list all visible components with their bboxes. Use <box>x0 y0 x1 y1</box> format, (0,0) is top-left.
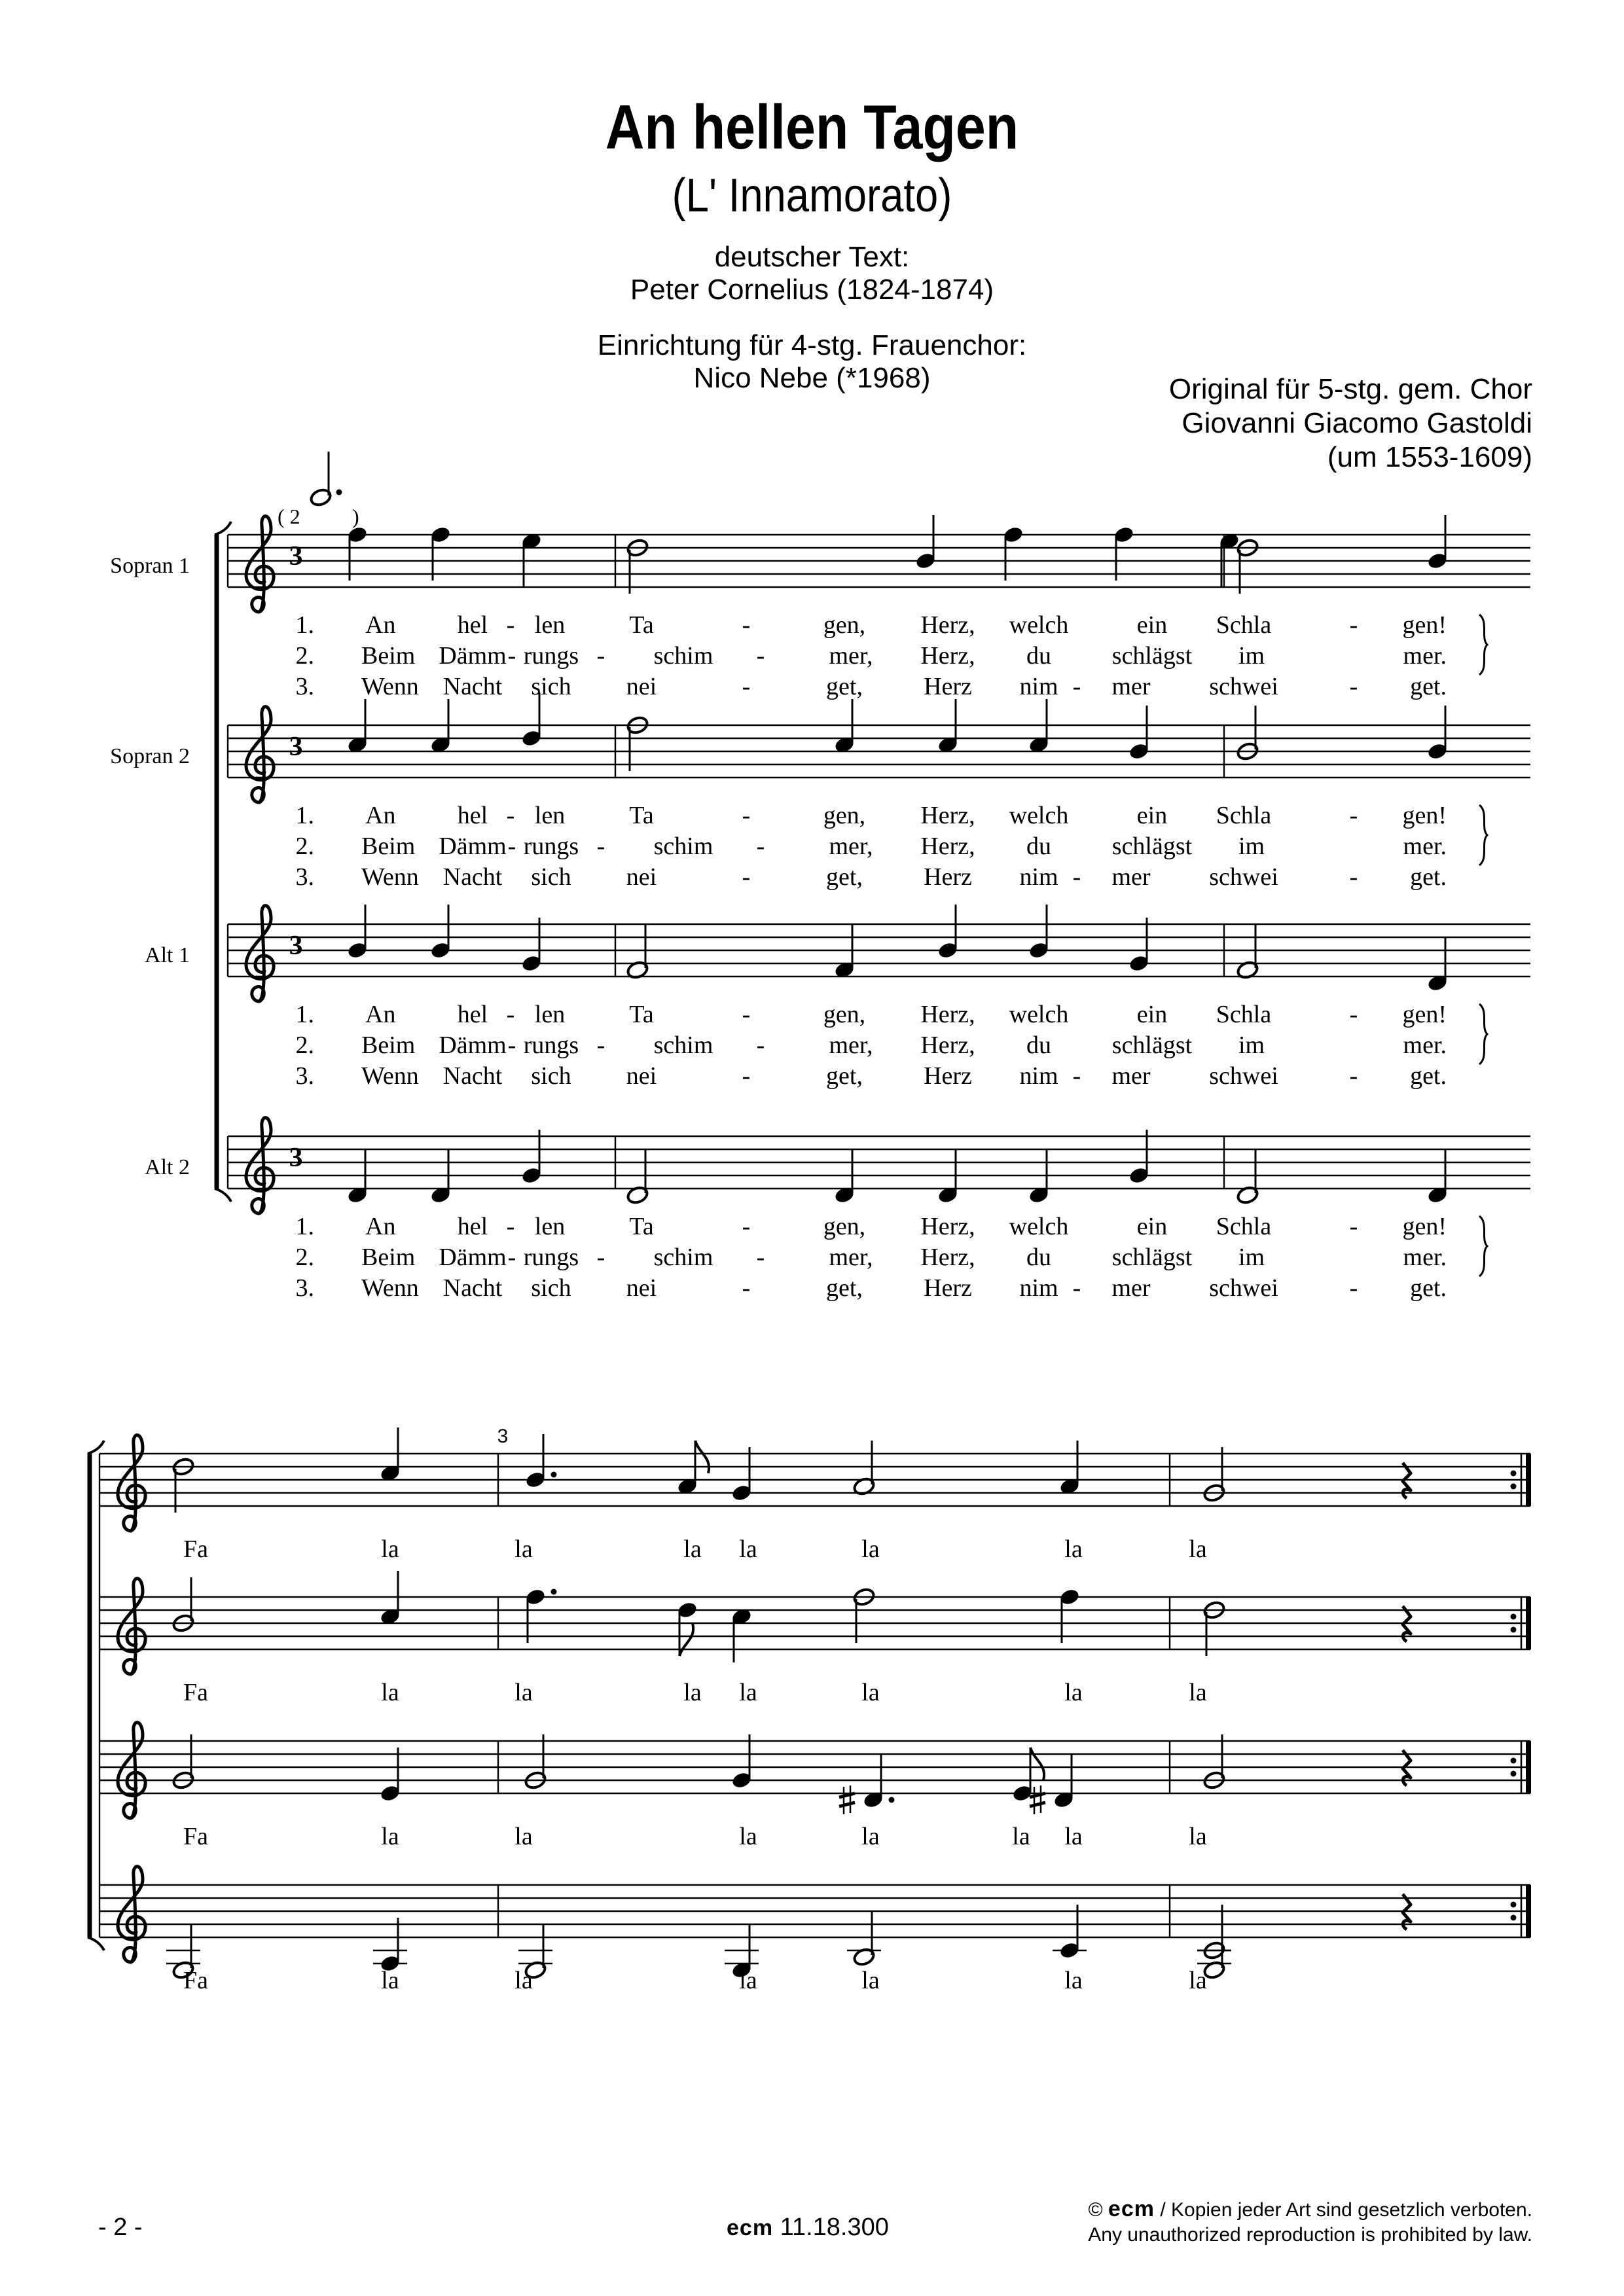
repeat-dot <box>1511 1627 1517 1633</box>
repeat-dot <box>1511 1471 1517 1477</box>
lyric-syllable: - <box>1349 863 1358 891</box>
voice-label-1: Sopran 1 <box>110 554 190 578</box>
lyric-syllable: An <box>365 611 396 639</box>
lyric-syllable: - <box>1349 1274 1358 1302</box>
lyric-syllable: nim <box>1019 673 1058 700</box>
time-signature: 3 <box>289 1143 303 1173</box>
dot <box>889 1797 895 1803</box>
refrain-syllable: la <box>381 1823 399 1850</box>
lyric-syllable: len <box>534 611 566 639</box>
lyric-syllable: - <box>1349 611 1358 639</box>
refrain-syllable: la <box>1189 1823 1207 1850</box>
repeat-dot <box>1511 1614 1517 1620</box>
lyric-syllable: - <box>1349 1213 1358 1240</box>
refrain-syllable: la <box>514 1679 533 1706</box>
lyric-syllable: An <box>365 802 396 829</box>
lyric-syllable: 2. <box>295 1244 314 1271</box>
lyric-syllable: mer <box>1111 1062 1151 1090</box>
treble-clef <box>246 707 274 802</box>
lyric-syllable: sich <box>531 1274 571 1302</box>
lyric-syllable: 3. <box>295 1062 314 1090</box>
lyric-syllable: Ta <box>629 1001 654 1028</box>
refrain-syllable: la <box>1012 1823 1030 1850</box>
lyric-syllable: ein <box>1136 802 1168 829</box>
lyric-syllable: - <box>742 1001 751 1028</box>
lyric-syllable: nei <box>626 673 657 700</box>
lyric-syllable: Beim <box>361 833 416 860</box>
lyric-syllable: mer. <box>1403 1031 1447 1059</box>
lyric-syllable: nim <box>1019 1274 1058 1302</box>
page-number: - 2 - <box>98 2214 143 2241</box>
refrain-syllable: la <box>861 1535 880 1563</box>
lyric-syllable: - <box>506 1001 515 1028</box>
lyric-syllable: schwei <box>1209 1274 1278 1302</box>
lyric-syllable: schlägst <box>1111 1244 1193 1271</box>
lyric-syllable: Wenn <box>361 863 419 891</box>
lyric-syllable: mer <box>1111 863 1151 891</box>
lyric-syllable: nei <box>626 863 657 891</box>
copyright-en: Any unauthorized reproduction is prohibited by law. <box>1088 2224 1532 2246</box>
lyric-syllable: - <box>1349 802 1358 829</box>
refrain-syllable: la <box>861 1679 880 1706</box>
eighth-flag <box>679 1623 693 1656</box>
verse-brace <box>1479 805 1487 865</box>
refrain-syllable: Fa <box>183 1535 208 1563</box>
refrain-syllable: la <box>739 1535 757 1563</box>
voice-label-2: Sopran 2 <box>110 744 190 768</box>
lyric-syllable: mer <box>1111 673 1151 700</box>
lyric-syllable: schim <box>653 1244 713 1271</box>
lyric-syllable: get, <box>826 673 863 700</box>
lyric-syllable: mer, <box>829 642 873 670</box>
sharp-sign <box>839 1785 855 1814</box>
lyric-syllable: Herz, <box>920 802 975 829</box>
arrangement-label: Einrichtung für 4-stg. Frauenchor: <box>597 329 1027 361</box>
lyric-syllable: - <box>742 1062 751 1090</box>
lyric-syllable: 1. <box>295 802 314 829</box>
lyric-syllable: get, <box>826 863 863 891</box>
lyric-syllable: nim <box>1019 1062 1058 1090</box>
lyric-syllable: Schla <box>1216 802 1272 829</box>
sharp-sign <box>1030 1785 1045 1814</box>
lyric-syllable: len <box>534 1001 566 1028</box>
lyric-syllable: gen, <box>823 1001 866 1028</box>
original-label: Original für 5-stg. gem. Chor <box>1168 373 1532 405</box>
eighth-flag <box>695 1441 709 1473</box>
refrain-syllable: Fa <box>183 1823 208 1850</box>
piece-subtitle: (L' Innamorato) <box>672 170 952 222</box>
lyric-syllable: 2. <box>295 833 314 860</box>
bracket-hook <box>215 1189 231 1202</box>
lyric-syllable: Herz <box>924 863 972 891</box>
lyric-syllable: schlägst <box>1111 833 1193 860</box>
lyric-syllable: 3. <box>295 673 314 700</box>
treble-clef <box>246 516 274 612</box>
lyric-syllable: - <box>742 1213 751 1240</box>
lyric-syllable: mer <box>1111 1274 1151 1302</box>
lyric-syllable: Herz <box>924 673 972 700</box>
lyric-syllable: Herz, <box>920 611 975 639</box>
lyric-syllable: 2. <box>295 642 314 670</box>
copyright-symbol: © <box>1088 2199 1103 2221</box>
lyric-syllable: Nacht <box>442 863 503 891</box>
lyric-syllable: schlägst <box>1111 642 1193 670</box>
lyric-syllable: - <box>506 611 515 639</box>
sharp-stroke <box>1030 1803 1045 1806</box>
bracket-hook <box>88 1441 104 1454</box>
lyric-syllable: sich <box>531 673 571 700</box>
bracket-hook <box>88 1937 104 1950</box>
voice-label-3: Alt 1 <box>145 943 190 967</box>
lyric-syllable: rungs <box>523 1244 579 1271</box>
refrain-syllable: la <box>514 1823 533 1850</box>
lyric-syllable: An <box>365 1213 396 1240</box>
lyric-syllable: gen, <box>823 802 866 829</box>
lyric-syllable: - <box>742 673 751 700</box>
tempo-marking-close: ) <box>352 505 359 528</box>
lyric-syllable: Schla <box>1216 1213 1272 1240</box>
lyric-syllable: im <box>1238 1031 1265 1059</box>
time-signature: 3 <box>289 541 303 571</box>
refrain-syllable: la <box>861 1967 880 1994</box>
verse-brace <box>1479 615 1487 675</box>
lyric-syllable: - <box>1072 1062 1081 1090</box>
lyric-syllable: 1. <box>295 1213 314 1240</box>
lyric-syllable: 3. <box>295 1274 314 1302</box>
catalog-line <box>727 2214 889 2242</box>
lyric-syllable: - <box>1349 673 1358 700</box>
lyric-syllable: ein <box>1136 1001 1168 1028</box>
lyric-syllable: Wenn <box>361 1274 419 1302</box>
lyric-syllable: - <box>596 642 605 670</box>
lyric-syllable: welch <box>1009 611 1069 639</box>
lyric-syllable: nim <box>1019 863 1058 891</box>
lyric-syllable: welch <box>1009 1001 1069 1028</box>
system-2 <box>88 1426 1530 1994</box>
lyric-syllable: sich <box>531 1062 571 1090</box>
lyric-syllable: - <box>596 1244 605 1271</box>
lyric-syllable: 2. <box>295 1031 314 1059</box>
lyric-syllable: get. <box>1410 1062 1447 1090</box>
time-signature: 3 <box>289 931 303 961</box>
repeat-dot <box>1511 1758 1517 1764</box>
refrain-syllable: la <box>739 1967 757 1994</box>
lyric-syllable: hel <box>457 802 488 829</box>
lyric-syllable: - <box>506 1213 515 1240</box>
lyric-syllable: gen! <box>1402 611 1447 639</box>
lyric-syllable: hel <box>457 611 488 639</box>
refrain-syllable: la <box>1064 1967 1083 1994</box>
lyric-syllable: Schla <box>1216 1001 1272 1028</box>
lyric-syllable: Herz, <box>920 642 975 670</box>
lyric-syllable: Nacht <box>442 1274 503 1302</box>
refrain-syllable: Fa <box>183 1679 208 1706</box>
lyric-syllable: - <box>1072 1274 1081 1302</box>
refrain-syllable: la <box>514 1535 533 1563</box>
text-credit-label: deutscher Text: <box>714 241 910 273</box>
lyric-syllable: gen, <box>823 611 866 639</box>
treble-clef <box>118 1723 145 1818</box>
lyric-syllable: - <box>742 611 751 639</box>
lyric-syllable: Dämm <box>439 1244 507 1271</box>
lyric-syllable: Dämm <box>439 833 507 860</box>
repeat-dot <box>1511 1902 1517 1908</box>
lyric-syllable: An <box>365 1001 396 1028</box>
lyric-syllable: Wenn <box>361 673 419 700</box>
refrain-syllable: la <box>1189 1535 1207 1563</box>
treble-clef <box>246 906 274 1001</box>
lyric-syllable: schim <box>653 1031 713 1059</box>
lyric-syllable: Ta <box>629 802 654 829</box>
repeat-dot <box>1511 1484 1517 1490</box>
system-1 <box>110 452 1530 1302</box>
ecm-logo: ecm <box>727 2215 774 2240</box>
lyric-syllable: get. <box>1410 863 1447 891</box>
lyric-syllable: mer, <box>829 1031 873 1059</box>
verse-brace <box>1479 1004 1487 1064</box>
lyric-syllable: Wenn <box>361 1062 419 1090</box>
lyric-syllable: rungs <box>523 1031 579 1059</box>
lyric-syllable: Beim <box>361 1244 416 1271</box>
lyric-syllable: ein <box>1136 611 1168 639</box>
lyric-syllable: - <box>756 1244 765 1271</box>
refrain-syllable: la <box>1189 1967 1207 1994</box>
refrain-syllable: la <box>381 1535 399 1563</box>
text-credit-name: Peter Cornelius (1824-1874) <box>630 274 994 306</box>
treble-clef <box>118 1867 145 1962</box>
lyric-syllable: - <box>596 1031 605 1059</box>
lyric-syllable: Herz <box>924 1274 972 1302</box>
lyric-syllable: - <box>1072 673 1081 700</box>
lyric-syllable: du <box>1026 833 1051 860</box>
refrain-syllable: Fa <box>183 1967 208 1994</box>
lyric-syllable: - <box>507 833 516 860</box>
eighth-flag <box>1030 1748 1044 1780</box>
lyric-syllable: Herz, <box>920 1001 975 1028</box>
bracket-hook <box>215 522 231 535</box>
lyric-syllable: rungs <box>523 642 579 670</box>
lyric-syllable: nei <box>626 1274 657 1302</box>
repeat-dot <box>1511 1771 1517 1777</box>
lyric-syllable: Herz, <box>920 1031 975 1059</box>
lyric-syllable: mer. <box>1403 833 1447 860</box>
lyric-syllable: Nacht <box>442 673 503 700</box>
repeat-dot <box>1511 1915 1517 1921</box>
lyric-syllable: - <box>596 833 605 860</box>
copyright-notice <box>1088 2197 1532 2248</box>
refrain-syllable: la <box>1064 1679 1083 1706</box>
lyric-syllable: gen! <box>1402 1213 1447 1240</box>
lyric-syllable: schwei <box>1209 863 1278 891</box>
refrain-syllable: la <box>683 1679 702 1706</box>
lyric-syllable: sich <box>531 863 571 891</box>
time-signature: 3 <box>289 732 303 762</box>
lyric-syllable: rungs <box>523 833 579 860</box>
lyric-syllable: mer, <box>829 833 873 860</box>
lyric-syllable: - <box>507 1244 516 1271</box>
lyric-syllable: schim <box>653 833 713 860</box>
lyric-syllable: du <box>1026 642 1051 670</box>
lyric-syllable: mer. <box>1403 1244 1447 1271</box>
lyric-syllable: mer. <box>1403 642 1447 670</box>
lyric-syllable: - <box>507 642 516 670</box>
lyric-syllable: - <box>742 863 751 891</box>
lyric-syllable: gen, <box>823 1213 866 1240</box>
lyric-syllable: Herz, <box>920 1244 975 1271</box>
dot <box>551 1472 557 1478</box>
lyric-syllable: schwei <box>1209 673 1278 700</box>
catalog-number: 11.18.300 <box>780 2214 889 2241</box>
refrain-syllable: la <box>1064 1823 1083 1850</box>
lyric-syllable: Beim <box>361 642 416 670</box>
refrain-syllable: la <box>739 1679 757 1706</box>
refrain-syllable: la <box>683 1535 702 1563</box>
composer-dates: (um 1553-1609) <box>1327 441 1532 473</box>
lyric-syllable: - <box>1349 1062 1358 1090</box>
lyric-syllable: Dämm <box>439 1031 507 1059</box>
lyric-syllable: Nacht <box>442 1062 503 1090</box>
lyric-syllable: schim <box>653 642 713 670</box>
lyric-syllable: du <box>1026 1031 1051 1059</box>
composer-name: Giovanni Giacomo Gastoldi <box>1182 407 1532 439</box>
lyric-syllable: 1. <box>295 611 314 639</box>
refrain-syllable: la <box>381 1679 399 1706</box>
lyric-syllable: get, <box>826 1274 863 1302</box>
lyric-syllable: - <box>742 802 751 829</box>
treble-clef <box>246 1118 274 1213</box>
lyric-syllable: hel <box>457 1213 488 1240</box>
lyric-syllable: welch <box>1009 802 1069 829</box>
lyric-syllable: im <box>1238 1244 1265 1271</box>
lyric-syllable: hel <box>457 1001 488 1028</box>
lyric-syllable: get. <box>1410 673 1447 700</box>
lyric-syllable: - <box>506 802 515 829</box>
lyric-syllable: Beim <box>361 1031 416 1059</box>
lyric-syllable: gen! <box>1402 802 1447 829</box>
piece-title: An hellen Tagen <box>605 92 1019 162</box>
lyric-syllable: Dämm <box>439 642 507 670</box>
ecm-logo-small: ecm <box>1108 2197 1155 2221</box>
lyric-syllable: - <box>756 642 765 670</box>
refrain-syllable: la <box>514 1967 533 1994</box>
lyric-syllable: mer, <box>829 1244 873 1271</box>
lyric-syllable: Herz <box>924 1062 972 1090</box>
copyright-de: / Kopien jeder Art sind gesetzlich verboten. <box>1160 2199 1532 2221</box>
lyric-syllable: - <box>756 1031 765 1059</box>
lyric-syllable: du <box>1026 1244 1051 1271</box>
refrain-syllable: la <box>381 1967 399 1994</box>
dot <box>551 1589 557 1595</box>
lyric-syllable: Ta <box>629 611 654 639</box>
lyric-syllable: get, <box>826 1062 863 1090</box>
lyric-syllable: - <box>507 1031 516 1059</box>
lyric-syllable: - <box>1072 863 1081 891</box>
lyric-syllable: im <box>1238 833 1265 860</box>
refrain-syllable: la <box>861 1823 880 1850</box>
lyric-syllable: len <box>534 1213 566 1240</box>
measure-number: 3 <box>497 1426 509 1447</box>
lyric-syllable: get. <box>1410 1274 1447 1302</box>
arrangement-name: Nico Nebe (*1968) <box>693 362 931 394</box>
lyric-syllable: schwei <box>1209 1062 1278 1090</box>
lyric-syllable: Herz, <box>920 1213 975 1240</box>
lyric-syllable: ein <box>1136 1213 1168 1240</box>
lyric-syllable: 3. <box>295 863 314 891</box>
verse-brace <box>1479 1216 1487 1276</box>
tempo-marking: ( 2 <box>278 505 300 528</box>
refrain-syllable: la <box>1189 1679 1207 1706</box>
voice-label-4: Alt 2 <box>145 1155 190 1179</box>
refrain-syllable: la <box>1064 1535 1083 1563</box>
lyric-syllable: - <box>756 833 765 860</box>
lyric-syllable: welch <box>1009 1213 1069 1240</box>
lyric-syllable: nei <box>626 1062 657 1090</box>
treble-clef <box>118 1435 145 1531</box>
lyric-syllable: Ta <box>629 1213 654 1240</box>
treble-clef <box>118 1579 145 1674</box>
lyric-syllable: - <box>742 1274 751 1302</box>
lyric-syllable: len <box>534 802 566 829</box>
lyric-syllable: Herz, <box>920 833 975 860</box>
lyric-syllable: - <box>1349 1001 1358 1028</box>
dot <box>336 490 342 495</box>
lyric-syllable: im <box>1238 642 1265 670</box>
lyric-syllable: gen! <box>1402 1001 1447 1028</box>
lyric-syllable: 1. <box>295 1001 314 1028</box>
lyric-syllable: Schla <box>1216 611 1272 639</box>
refrain-syllable: la <box>739 1823 757 1850</box>
lyric-syllable: schlägst <box>1111 1031 1193 1059</box>
sharp-stroke <box>839 1803 855 1806</box>
